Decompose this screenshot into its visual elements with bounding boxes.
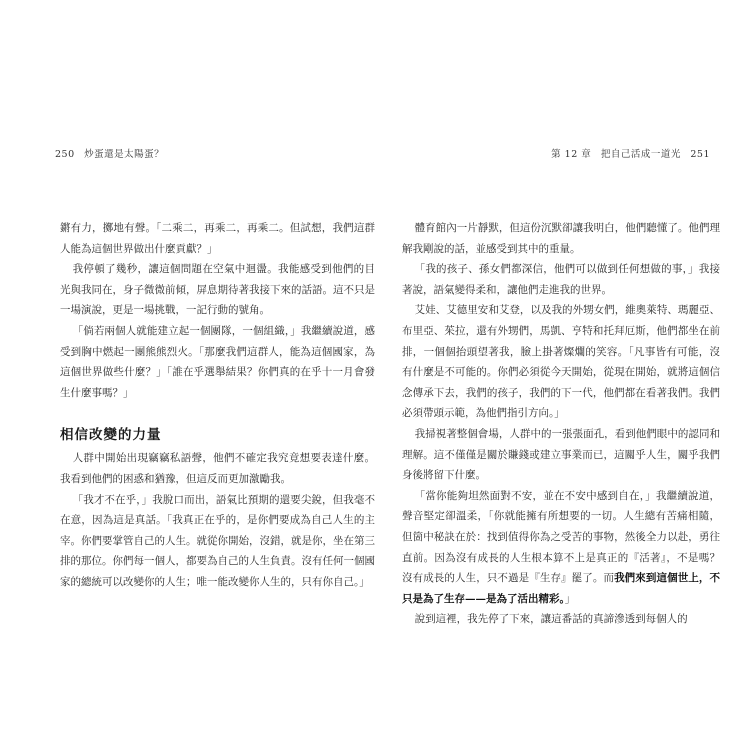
emphasis-quote: 我們來到這個世上，不只是為了生存——是為了活出精彩。 [402, 572, 721, 605]
right-paragraph-1: 體育館內一片靜默，但這份沉默卻讓我明白，他們聽懂了。他們理解我剛說的話，並感受到其中的重量。 [402, 222, 720, 255]
section-heading: 相信改變的力量 [60, 427, 162, 444]
book-title: 炒蛋還是太陽蛋？ [84, 149, 165, 160]
left-paragraph-2: 我停頓了幾秒，讓這個問題在空氣中迴盪。我能感受到他們的目光與我同在，身子微微前傾，屏息期待著我接下來的話語。這不只是一場演說，更是一場挑戰，一記行動的號角。 [60, 263, 375, 317]
right-paragraph-5-text: 「當你能夠坦然面對不安，並在不安中感到自在，」我繼續說道，聲音堅定卻溫柔，「你就能擁有所想要的一切。人生總有苦痛相隨，但箇中秘訣在於：找到值得你為之受苦的事物，然後全力以赴，勇往直前。因為沒有成長的人生根本算不上是真正的『活著』，不是嗎？沒有成長的人生，只不過是『生存』罷了。而 [402, 489, 720, 585]
chapter-number: 第 12 章 [551, 149, 592, 160]
right-paragraph-5-end: 」 [564, 592, 576, 605]
chapter-title: 把自己活成一道光 [600, 149, 681, 160]
right-paragraph-4: 我掃視著整個會場，人群中的一張張面孔，看到他們眼中的認同和理解。這不僅僅是關於賺錢或建立事業而已，這關乎人生，關乎我們身後將留下什麼。 [402, 427, 720, 482]
left-paragraph-4: 人群中開始出現竊竊私語聲，他們不確定我究竟想要表達什麼。我看到他們的困惑和猶豫，但這反而更加激勵我。 [60, 452, 375, 485]
left-paragraph-1: 鏘有力，擲地有聲。「二乘二，再乘二，再乘二。但試想，我們這群人能為這個世界做出什麼貢獻？」 [60, 222, 375, 255]
right-page-header [545, 146, 710, 160]
right-page-body [402, 218, 720, 630]
right-paragraph-6: 說到這裡，我先停了下來，讓這番話的真諦滲透到每個人的 [414, 613, 688, 626]
right-page-number: 251 [690, 149, 710, 160]
right-paragraph-5 [402, 486, 720, 610]
left-paragraph-3: 「倘若兩個人就能建立起一個團隊，一個組織，」我繼續說道，感受到胸中燃起一團熊熊烈火。「那麼我們這群人，能為這個國家，為這個世界做些什麼？」「誰在乎選舉結果？你們真的在乎十一月會發生什麼事嗎？」 [60, 324, 375, 399]
left-paragraph-5: 「我才不在乎，」我脫口而出，語氣比預期的還要尖銳，但我毫不在意，因為這是真話。「我真正在乎的，是你們要成為自己人生的主宰。你們要掌管自己的人生。就從你開始，沒錯，就是你，坐在第三排的那位。你們每一個人，都要為自己的人生負責。沒有任何一個國家的總統可以改變你的人生；唯一能改變你人生的，只有你自己。」 [60, 493, 375, 588]
left-page-body [60, 218, 375, 593]
left-page-header [55, 146, 170, 160]
right-paragraph-2: 「我的孩子、孫女們都深信，他們可以做到任何想做的事，」我接著說，語氣變得柔和，讓他們走進我的世界。 [402, 263, 720, 296]
right-paragraph-3: 艾娃、艾德里安和艾登，以及我的外甥女們，維奧萊特、瑪麗亞、布里亞、茱拉，還有外甥們，馬凱、亨特和托拜厄斯，他們都坐在前排，一個個抬頭望著我，臉上掛著燦爛的笑容。「凡事皆有可能，沒有什麼是不可能的。你們必須從今天開始，從現在開始，就將這個信念傳承下去，我們的孩子，我們的下一代，他們都在看著我們。我們必須帶頭示範，為他們指引方向。」 [402, 304, 720, 420]
left-page-number: 250 [55, 149, 75, 160]
